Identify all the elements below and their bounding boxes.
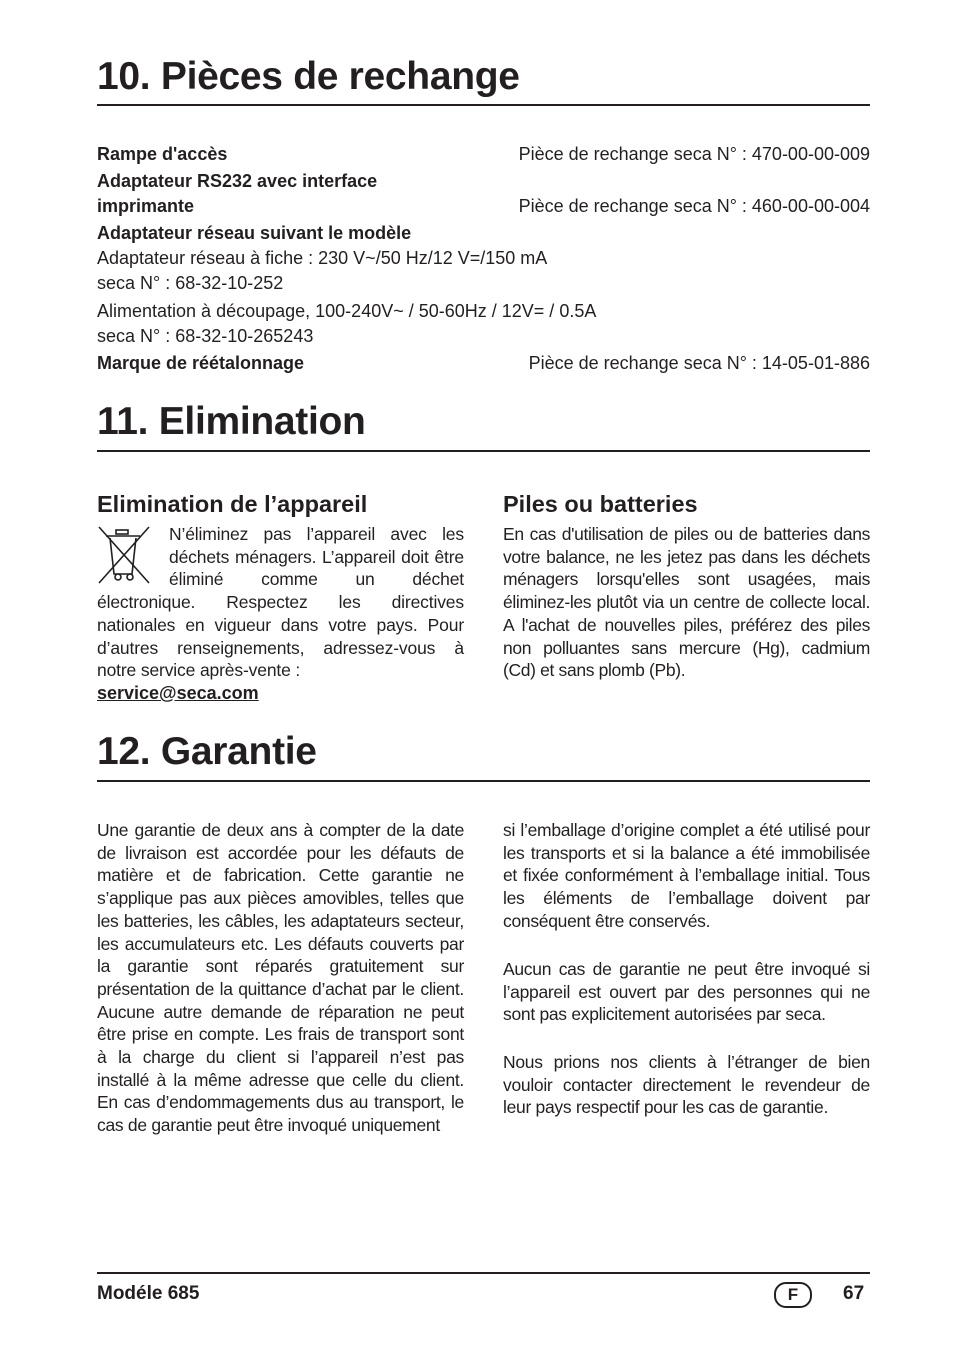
- section-10-title: 10. Pièces de rechange: [97, 55, 520, 98]
- spare-part-number: Pièce de rechange seca N° : 460-00-00-004: [518, 196, 870, 216]
- warranty-col1-text: Une garantie de deux ans à compter de la date de livraison est accordée pour les défauts de matière et de fabrication. Cette garantie ne s’applique pas aux pièces amovibles, telles que les batteries, les câbles, les adaptateurs secteur, les accumulateurs etc. Les défauts couverts par la garantie sont réparés gratuitement sur présentation de la quittance d’achat par le client. Aucune autre demande de réparation ne peut être prise en compte. Les frais de transport sont à la charge du client si l’appareil n’est pas installé à la même adresse que celle du client. En cas d’endommagements dus au transport, le cas de garantie peut être invoqué uniquement: [97, 820, 464, 1136]
- spare-part-name: imprimante: [97, 196, 195, 216]
- spare-part-number: Pièce de rechange seca N° : 14-05-01-886: [528, 353, 870, 373]
- section-12-rule: [97, 780, 870, 782]
- spare-part-number: Pièce de rechange seca N° : 470-00-00-009: [518, 144, 870, 164]
- footer-rule: [97, 1272, 870, 1274]
- adapter-heading: Adaptateur réseau suivant le modèle: [97, 223, 412, 243]
- device-disposal-text: N’éliminez pas l’appareil avec les déchets ménagers. L’appareil doit être éliminé comme un déchet électronique. Respectez les directives nationales en vigueur dans votre pays. Pour d’autres renseignements, adressez-vous à notre service après-vente :: [97, 524, 464, 681]
- warranty-col2-p3: Nous prions nos clients à l’étranger de bien vouloir contacter directement le revendeur de leur pays respectif pour les cas de garantie.: [503, 1052, 870, 1118]
- section-12-title: 12. Garantie: [97, 730, 317, 773]
- page-number: 67: [843, 1283, 865, 1304]
- warranty-col2-p1: si l’emballage d’origine complet a été utilisé pour les transports et si la balance a été immobilisée et fixée conformément à l’emballage initial. Tous les éléments de l’emballage doivent par conséquent être conservés.: [503, 820, 870, 931]
- device-disposal-heading: Elimination de l’appareil: [97, 491, 368, 517]
- section-11-rule: [97, 450, 870, 452]
- spare-part-name: Rampe d'accès: [97, 144, 228, 164]
- service-email-wrap: [97, 683, 259, 704]
- language-badge: F: [774, 1282, 812, 1308]
- adapter-line: seca N° : 68-32-10-265243: [97, 326, 314, 346]
- adapter-line: seca N° : 68-32-10-252: [97, 273, 284, 293]
- batteries-heading: Piles ou batteries: [503, 491, 698, 517]
- batteries-text: En cas d'utilisation de piles ou de batteries dans votre balance, ne les jetez pas dans les déchets ménagers lorsqu'elles sont usagées, mais éliminez-les plutôt via un centre de collecte local. A l'achat de nouvelles piles, préférez des piles non polluantes sans mercure (Hg), cadmium (Cd) et sans plomb (Pb).: [503, 524, 870, 681]
- service-email-link[interactable]: service@seca.com: [97, 683, 259, 703]
- section-11-title: 11. Elimination: [97, 400, 366, 443]
- adapter-line: Alimentation à découpage, 100-240V~ / 50-60Hz / 12V= / 0.5A: [97, 301, 597, 321]
- section-10-rule: [97, 104, 870, 106]
- warranty-col2-p2: Aucun cas de garantie ne peut être invoqué si l’appareil est ouvert par des personnes qui ne sont pas explicitement autorisées par seca.: [503, 959, 870, 1025]
- spare-part-name: Adaptateur RS232 avec interface: [97, 171, 378, 191]
- footer-model: Modéle 685: [97, 1283, 200, 1304]
- adapter-line: Adaptateur réseau à fiche : 230 V~/50 Hz/12 V=/150 mA: [97, 248, 548, 268]
- spare-part-name: Marque de réétalonnage: [97, 353, 305, 373]
